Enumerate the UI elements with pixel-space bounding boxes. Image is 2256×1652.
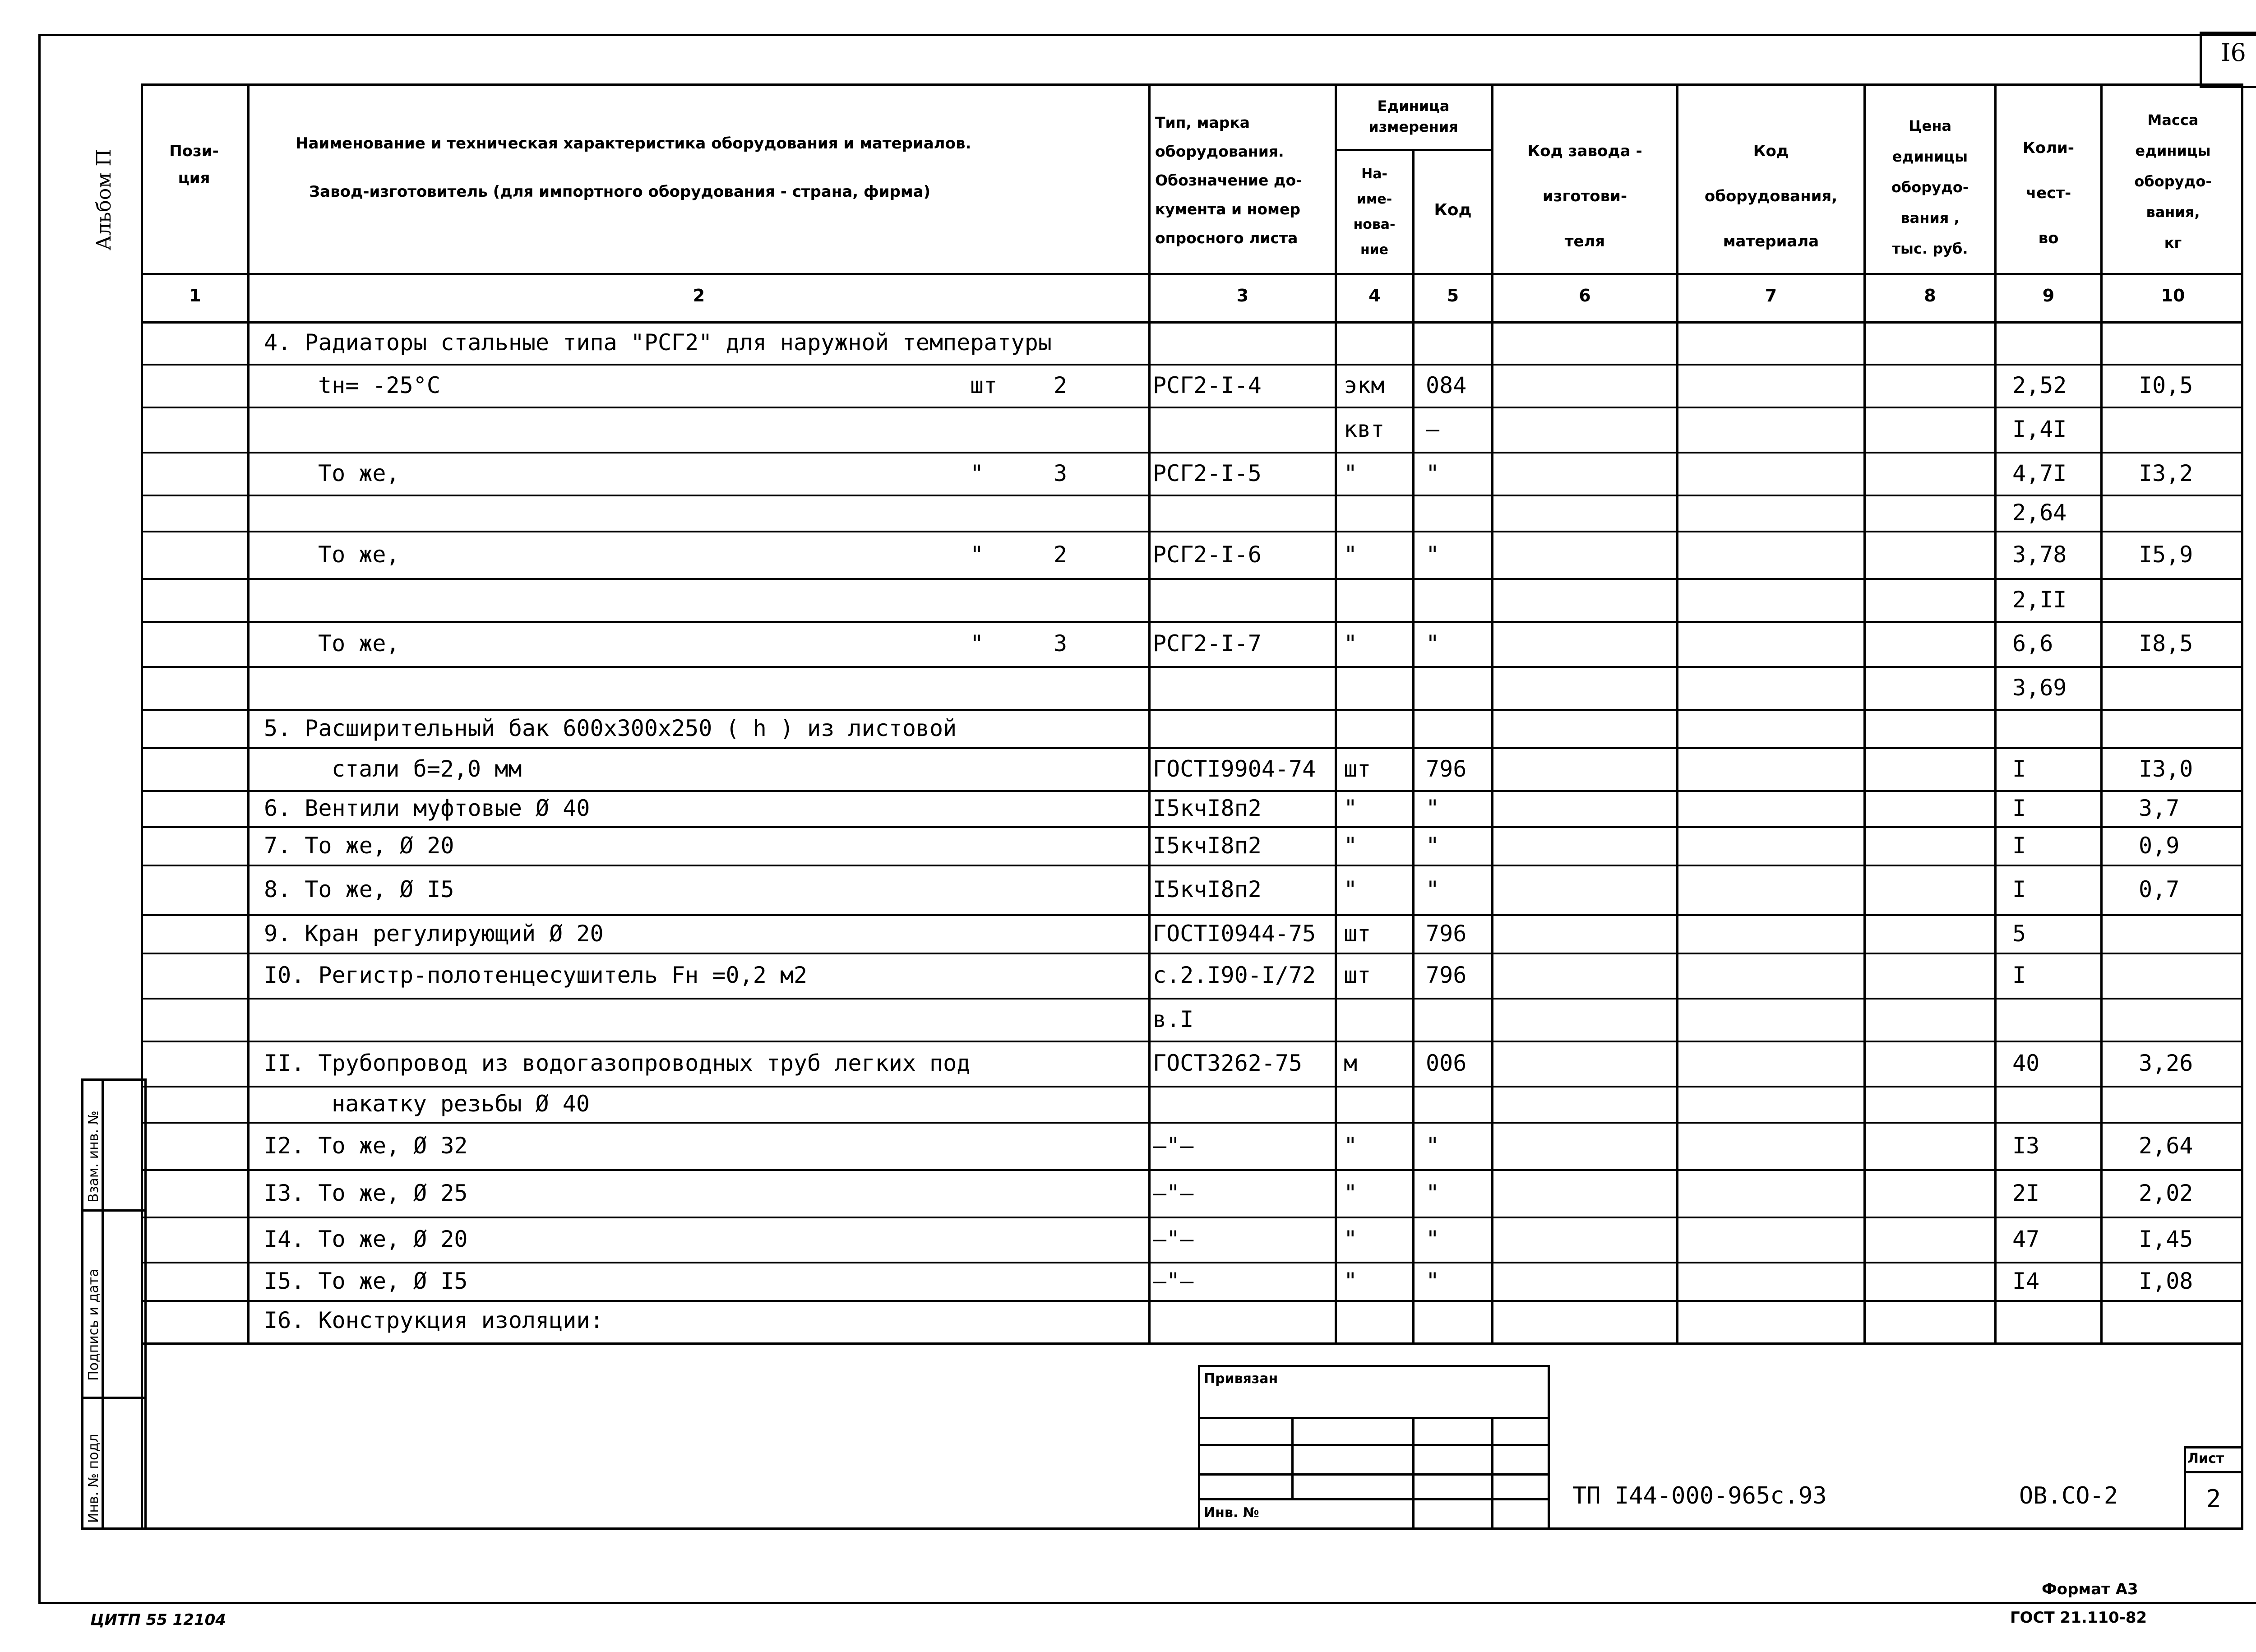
- row-6-unit-name: ": [970, 541, 984, 568]
- row-18-type: ГОСТ3262-75: [1153, 1050, 1303, 1076]
- footer-format: Формат А3: [2042, 1580, 2138, 1598]
- header-c7: Код оборудования, материала: [1704, 142, 1838, 250]
- col-line-5: [1491, 83, 1493, 1345]
- row-separator: [141, 1262, 2243, 1263]
- row-4-type: РСГ2-I-5: [1153, 460, 1262, 486]
- row-15-type: ГОСТI0944-75: [1153, 920, 1316, 947]
- col-line-6: [1676, 83, 1678, 1345]
- privyazan-line-2: [1198, 1444, 1550, 1446]
- row-15-ucode: 796: [1426, 920, 1467, 947]
- row-12-name: 6. Вентили муфтовые Ø 40: [264, 795, 590, 821]
- row-12-qty: I: [2012, 795, 2026, 821]
- header-c1: Пози- ция: [169, 142, 219, 187]
- side-divider-2: [81, 1397, 147, 1399]
- row-separator: [141, 709, 2243, 711]
- album-label: Альбом П: [92, 149, 116, 250]
- row-15-uname: шт: [1344, 920, 1371, 947]
- side-divider-v: [102, 1078, 104, 1530]
- header-c6: Код завода - изготови- теля: [1527, 142, 1642, 250]
- colnum-bottom-line: [141, 321, 2243, 324]
- row-separator: [141, 531, 2243, 532]
- row-16-uname: шт: [1344, 962, 1371, 988]
- row-separator: [141, 364, 2243, 366]
- privyazan-vline-2: [1412, 1417, 1415, 1530]
- row-separator: [141, 953, 2243, 954]
- row-15-name: 9. Кран регулирующий Ø 20: [264, 920, 604, 947]
- row-13-uname: ": [1344, 832, 1358, 859]
- privyazan-line-1: [1198, 1417, 1550, 1419]
- unit-subheader-line: [1335, 149, 1493, 151]
- table-bottom-line: [141, 1342, 2243, 1345]
- row-22-uname: ": [1344, 1226, 1358, 1252]
- row-21-mass: 2,02: [2139, 1180, 2193, 1206]
- row-4-mass: I3,2: [2139, 460, 2193, 486]
- colnum-3: 3: [1236, 286, 1249, 305]
- row-4-qty: 4,7I: [2012, 460, 2067, 486]
- row-2-qty: 2,52: [2012, 372, 2067, 398]
- header-c10: Масса единицы оборудо- вания, кг: [2134, 111, 2212, 251]
- row-3-qty: I,4I: [2012, 416, 2067, 442]
- row-2-ucode: 084: [1426, 372, 1467, 398]
- row-14-qty: I: [2012, 876, 2026, 902]
- row-18-mass: 3,26: [2139, 1050, 2193, 1076]
- row-4-name: То же,: [318, 460, 400, 486]
- row-8-unit-name: ": [970, 630, 984, 657]
- header-c8: Цена единицы оборудо- вания , тыс. руб.: [1891, 117, 1969, 257]
- row-13-qty: I: [2012, 832, 2026, 859]
- side-divider-1: [81, 1209, 147, 1212]
- row-1-name: 4. Радиаторы стальные типа "РСГ2" для наружной температуры: [264, 329, 1052, 356]
- row-separator: [141, 1169, 2243, 1171]
- row-13-ucode: ": [1426, 832, 1440, 859]
- header-c2-line2: Завод-изготовитель (для импортного оборудования - страна, фирма): [309, 183, 931, 201]
- row-5-qty: 2,64: [2012, 500, 2067, 526]
- row-separator: [141, 578, 2243, 580]
- privyazan-vline-1: [1291, 1417, 1294, 1500]
- row-24-name: I6. Конструкция изоляции:: [264, 1307, 604, 1333]
- colnum-7: 7: [1765, 286, 1777, 305]
- header-c5: Код: [1434, 201, 1472, 219]
- header-unit: Единица измерения: [1368, 97, 1458, 135]
- row-15-qty: 5: [2012, 920, 2026, 947]
- row-22-qty: 47: [2012, 1226, 2040, 1252]
- row-separator: [141, 407, 2243, 408]
- row-11-ucode: 796: [1426, 755, 1467, 782]
- row-3-ucode: –: [1426, 416, 1440, 442]
- row-separator: [141, 666, 2243, 668]
- row-7-qty: 2,II: [2012, 586, 2067, 613]
- row-4-unit-qty: 3: [1054, 460, 1068, 486]
- row-6-uname: ": [1344, 541, 1358, 568]
- row-2-mass: I0,5: [2139, 372, 2193, 398]
- row-14-uname: ": [1344, 876, 1358, 902]
- row-separator: [141, 865, 2243, 866]
- row-8-uname: ": [1344, 630, 1358, 657]
- row-20-uname: ": [1344, 1132, 1358, 1159]
- row-8-unit-qty: 3: [1054, 630, 1068, 657]
- row-16-name: I0. Регистр-полотенцесушитель Fн =0,2 м2: [264, 962, 808, 988]
- row-separator: [141, 452, 2243, 453]
- row-separator: [141, 621, 2243, 623]
- row-12-mass: 3,7: [2139, 795, 2180, 821]
- row-2-uname: экм: [1344, 372, 1385, 398]
- side-vzam-label: Взам. инв. №: [86, 1111, 102, 1203]
- row-separator: [141, 1217, 2243, 1218]
- row-2-unit-name: шт: [970, 372, 998, 398]
- row-11-type: ГОСТI9904-74: [1153, 755, 1316, 782]
- row-6-unit-qty: 2: [1054, 541, 1068, 568]
- row-19-name: накатку резьбы Ø 40: [332, 1091, 590, 1117]
- row-separator: [141, 1122, 2243, 1124]
- row-21-ucode: ": [1426, 1180, 1440, 1206]
- row-11-mass: I3,0: [2139, 755, 2193, 782]
- list-label: Лист: [2187, 1451, 2224, 1467]
- row-14-ucode: ": [1426, 876, 1440, 902]
- header-c9: Коли- чест- во: [2023, 139, 2074, 247]
- row-8-type: РСГ2-I-7: [1153, 630, 1262, 657]
- colnum-6: 6: [1579, 286, 1591, 305]
- row-4-ucode: ": [1426, 460, 1440, 486]
- row-22-ucode: ": [1426, 1226, 1440, 1252]
- row-20-type: –"–: [1153, 1132, 1194, 1159]
- row-13-name: 7. То же, Ø 20: [264, 832, 454, 859]
- row-12-uname: ": [1344, 795, 1358, 821]
- row-14-name: 8. То же, Ø I5: [264, 876, 454, 902]
- row-20-ucode: ": [1426, 1132, 1440, 1159]
- row-22-type: –"–: [1153, 1226, 1194, 1252]
- row-6-name: То же,: [318, 541, 400, 568]
- row-6-ucode: ": [1426, 541, 1440, 568]
- row-2-name: tн= -25°С: [318, 372, 440, 398]
- col-line-8: [1994, 83, 1997, 1345]
- row-18-ucode: 006: [1426, 1050, 1467, 1076]
- row-16-qty: I: [2012, 962, 2026, 988]
- row-6-qty: 3,78: [2012, 541, 2067, 568]
- row-21-qty: 2I: [2012, 1180, 2040, 1206]
- privyazan-line-4: [1198, 1498, 1550, 1500]
- row-23-qty: I4: [2012, 1268, 2040, 1294]
- colnum-10: 10: [2161, 286, 2185, 305]
- row-separator: [141, 998, 2243, 1000]
- row-6-mass: I5,9: [2139, 541, 2193, 568]
- row-14-mass: 0,7: [2139, 876, 2180, 902]
- row-separator: [141, 1300, 2243, 1302]
- colnum-4: 4: [1368, 286, 1381, 305]
- row-9-qty: 3,69: [2012, 674, 2067, 701]
- row-21-name: I3. То же, Ø 25: [264, 1180, 468, 1206]
- row-8-mass: I8,5: [2139, 630, 2193, 657]
- col-line-9: [2100, 83, 2103, 1345]
- row-20-mass: 2,64: [2139, 1132, 2193, 1159]
- row-separator: [141, 914, 2243, 916]
- row-16-type: с.2.I90-I/72: [1153, 962, 1316, 988]
- row-20-qty: I3: [2012, 1132, 2040, 1159]
- col-line-3: [1335, 83, 1337, 1345]
- privyazan-label: Привязан: [1204, 1371, 1278, 1387]
- row-8-name: То же,: [318, 630, 400, 657]
- side-podpis-label: Подпись и дата: [86, 1268, 102, 1381]
- col-line-1: [247, 83, 250, 1345]
- row-13-type: I5кчI8п2: [1153, 832, 1262, 859]
- colnum-2: 2: [693, 286, 705, 305]
- colnum-1: 1: [189, 286, 201, 305]
- doc-code: ТП I44-000-965с.93: [1572, 1482, 1827, 1509]
- row-separator: [141, 790, 2243, 792]
- footer-left: ЦИТП 55 12104: [90, 1611, 226, 1629]
- row-separator: [141, 1041, 2243, 1042]
- row-17-type: в.I: [1153, 1006, 1194, 1032]
- row-18-qty: 40: [2012, 1050, 2040, 1076]
- row-23-name: I5. То же, Ø I5: [264, 1268, 468, 1294]
- footer-gost: ГОСТ 21.110-82: [2010, 1609, 2147, 1627]
- header-c4: На- име- нова- ние: [1353, 166, 1396, 258]
- row-23-uname: ": [1344, 1268, 1358, 1294]
- row-separator: [141, 1086, 2243, 1087]
- row-21-uname: ": [1344, 1180, 1358, 1206]
- colnum-9: 9: [2042, 286, 2055, 305]
- row-11-uname: шт: [1344, 755, 1371, 782]
- header-c3: Тип, марка оборудования. Обозначение до- кумента и номер опросного листа: [1155, 114, 1302, 247]
- row-11-name: стали б=2,0 мм: [332, 755, 522, 782]
- row-8-ucode: ": [1426, 630, 1440, 657]
- row-8-qty: 6,6: [2012, 630, 2053, 657]
- row-4-uname: ": [1344, 460, 1358, 486]
- doc-mark: ОВ.СО-2: [2019, 1482, 2118, 1509]
- list-box-line: [2184, 1471, 2243, 1473]
- row-2-unit-qty: 2: [1054, 372, 1068, 398]
- row-21-type: –"–: [1153, 1180, 1194, 1206]
- corner-sheet-number: I6: [2221, 38, 2246, 67]
- row-12-ucode: ": [1426, 795, 1440, 821]
- row-18-name: II. Трубопровод из водогазопроводных труб легких под: [264, 1050, 971, 1076]
- row-10-name: 5. Расширительный бак 600х300х250 ( h ) из листовой: [264, 715, 957, 741]
- row-23-type: –"–: [1153, 1268, 1194, 1294]
- row-22-name: I4. То же, Ø 20: [264, 1226, 468, 1252]
- row-6-type: РСГ2-I-6: [1153, 541, 1262, 568]
- header-c2-line1: Наименование и техническая характеристика оборудования и материалов.: [296, 134, 971, 153]
- row-16-ucode: 796: [1426, 962, 1467, 988]
- side-inv-label: Инв. № подл: [86, 1434, 102, 1523]
- row-14-type: I5кчI8п2: [1153, 876, 1262, 902]
- row-2-type: РСГ2-I-4: [1153, 372, 1262, 398]
- inv-no-label: Инв. №: [1204, 1505, 1259, 1521]
- row-4-unit-name: ": [970, 460, 984, 486]
- row-20-name: I2. То же, Ø 32: [264, 1132, 468, 1159]
- col-line-4: [1412, 149, 1415, 1345]
- privyazan-line-3: [1198, 1473, 1550, 1476]
- row-separator: [141, 826, 2243, 828]
- list-number: 2: [2206, 1485, 2221, 1513]
- row-23-mass: I,08: [2139, 1268, 2193, 1294]
- row-separator: [141, 747, 2243, 749]
- row-3-uname: квт: [1344, 416, 1385, 442]
- colnum-5: 5: [1447, 286, 1459, 305]
- colnum-8: 8: [1924, 286, 1936, 305]
- row-23-ucode: ": [1426, 1268, 1440, 1294]
- row-12-type: I5кчI8п2: [1153, 795, 1262, 821]
- col-line-2: [1148, 83, 1151, 1345]
- row-13-mass: 0,9: [2139, 832, 2180, 859]
- row-11-qty: I: [2012, 755, 2026, 782]
- privyazan-vline-3: [1491, 1417, 1493, 1530]
- row-separator: [141, 495, 2243, 496]
- row-18-uname: м: [1344, 1050, 1358, 1076]
- col-line-7: [1863, 83, 1866, 1345]
- row-22-mass: I,45: [2139, 1226, 2193, 1252]
